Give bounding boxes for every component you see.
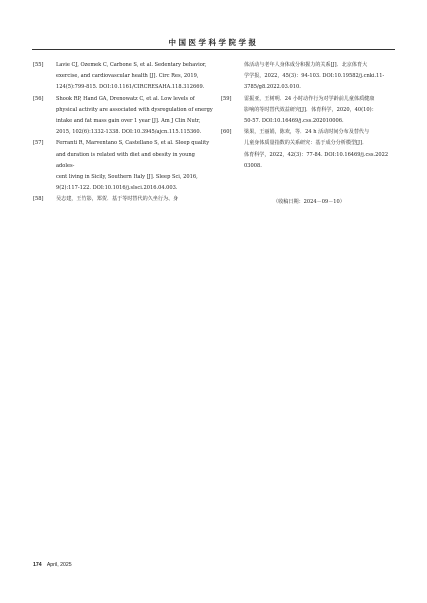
reference-entry xyxy=(221,127,397,172)
reference-line: Ferranti R, Marventano S, Castellano S, et al. Sleep quality xyxy=(56,140,210,147)
reference-line: 雷振亚，王树明．24 小时动作行为对学龄前儿童体质健康 xyxy=(244,95,375,102)
reference-line: 学学报，2022，45(3)：94-103. DOI:10.19582/j.cnki.11- xyxy=(244,73,385,80)
reference-entry xyxy=(33,194,213,205)
reference-number: [59] xyxy=(221,95,232,102)
reference-line: 9(2):117-122. DOI:10.1016/j.slsci.2016.04.003. xyxy=(56,185,178,192)
journal-header-title: 中国医学科学院学报 xyxy=(168,38,259,47)
reference-entry xyxy=(33,60,213,94)
reference-line: 体育科学，2022，42(3)：77-84. DOI:10.16469/j.css.2022 xyxy=(244,151,389,158)
reference-line: 50-57. DOI:10.16469/j.css.202010006. xyxy=(244,118,344,125)
reference-line: 2015, 102(6):1332-1338. DOI:10.3945/ajcn.115.115360. xyxy=(56,129,202,136)
reference-line: cent living in Sicily, Southern Italy [J]. Sleep Sci, 2016, xyxy=(56,174,198,181)
page-number: 174 xyxy=(33,562,42,568)
reference-line: Lavie CJ, Ozemek C, Carbone S, et al. Sedentary behavior, xyxy=(56,62,207,68)
reference-line: intake and fat mass gain over 1 year [J]. Am J Clin Nutr, xyxy=(56,118,201,125)
reference-number: [55] xyxy=(33,62,44,68)
reference-number: [58] xyxy=(33,196,44,203)
reference-line: exercise, and cardiovascular health [J]. Circ Res, 2019, xyxy=(56,73,199,80)
reference-entry xyxy=(33,138,213,194)
reference-entry xyxy=(221,60,397,94)
reference-number: [56] xyxy=(33,95,44,102)
reference-line: 124(5):799-815. DOI:10.1161/CIRCRESAHA.118.312669. xyxy=(56,84,205,91)
reference-line: 吴志建，王竹影，郑贺．基于等时替代的久坐行为、身 xyxy=(56,196,179,203)
reference-line: 03008. xyxy=(244,162,262,169)
reference-line: and duration is related with diet and obesity in young adoles- xyxy=(56,151,195,169)
reference-entry xyxy=(221,94,397,128)
reference-line: Shook RP, Hand GA, Drenowatz C, et al. Low levels of xyxy=(56,95,195,102)
reference-entry xyxy=(33,94,213,139)
reference-line: 梁果，王丽娟，陈欢，等．24 h 活动时间分布及替代与 xyxy=(244,129,370,136)
reference-line: 3785/g8.2022.03.010. xyxy=(244,84,301,91)
reference-line: 儿童身体质量指数的关系研究：基于成分分析模型[J]． xyxy=(244,140,368,147)
page-footer xyxy=(33,561,72,569)
issue-date: April, 2025 xyxy=(46,562,72,568)
header-divider xyxy=(32,49,395,50)
reference-number: [57] xyxy=(33,140,44,147)
reference-line: physical activity are associated with dysregulation of energy xyxy=(56,106,213,113)
reference-line: 体活动与老年人身体成分和握力的关系[J]．北京体育大 xyxy=(244,62,368,68)
references-left-column xyxy=(33,60,213,206)
reference-line: 影响的等时替代效益研究[J]．体育科学，2020，40(10)： xyxy=(244,106,377,113)
reference-number: [60] xyxy=(221,129,232,136)
references-right-column xyxy=(221,60,397,172)
received-date: （收稿日期：2024－09－10） xyxy=(273,199,345,205)
